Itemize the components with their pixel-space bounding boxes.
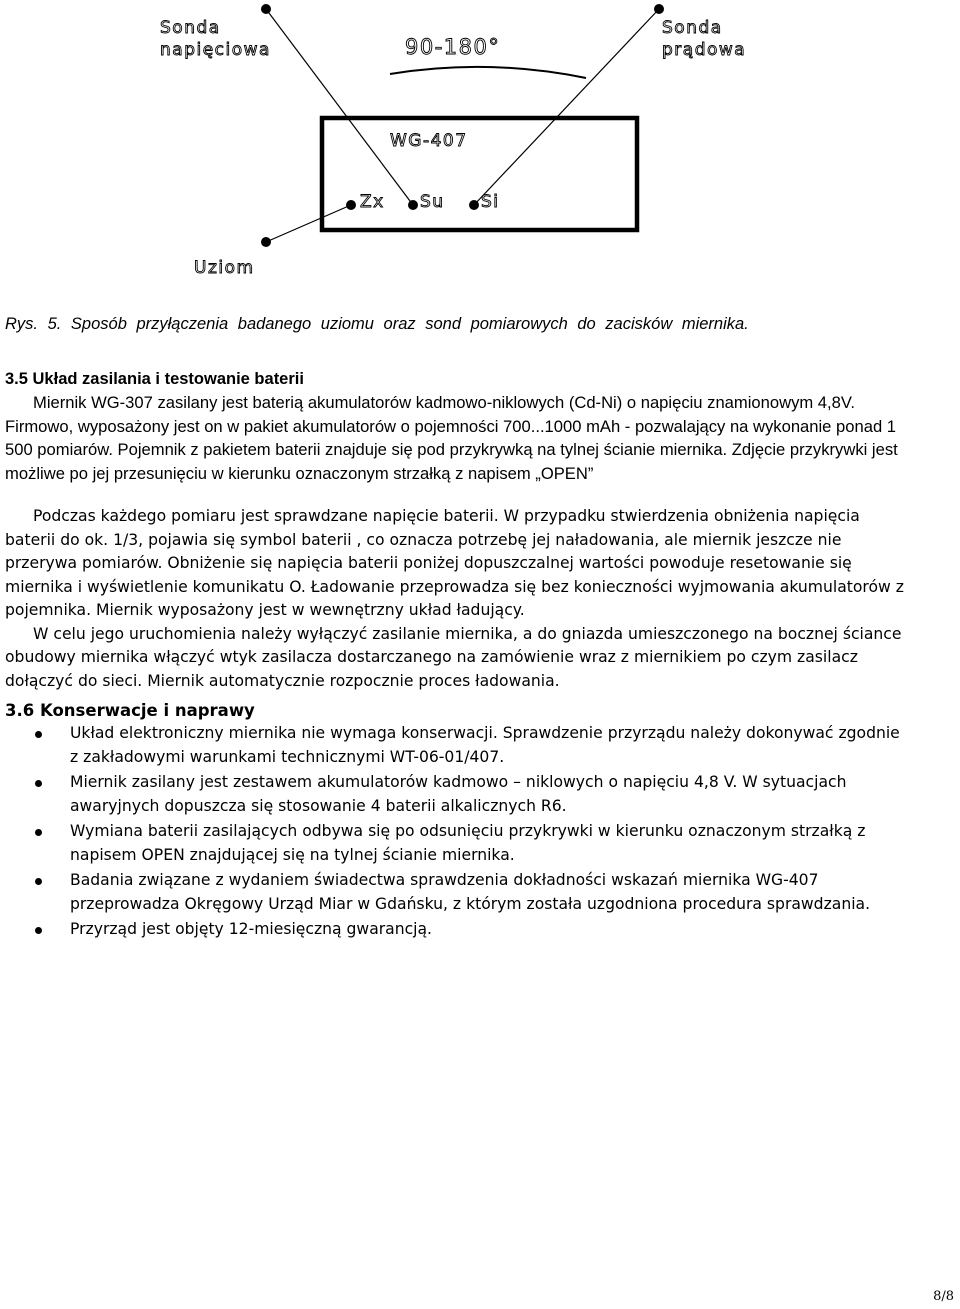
ground-lead: [266, 205, 351, 242]
terminal-su-dot: [408, 200, 418, 210]
list-item: [5, 869, 910, 916]
list-item-text: Układ elektroniczny miernika nie wymaga konserwacji. Sprawdzenie przyrządu należy dokonywać zgodnie z zakładowymi warunkami technicznymi WT-06-01/407.: [70, 724, 900, 766]
main-content: [5, 368, 910, 944]
list-item-text: Przyrząd jest objęty 12-miesięczną gwarancją.: [70, 920, 433, 938]
list-item: [5, 722, 910, 769]
current-probe-label-2: prądowa: [662, 40, 747, 60]
list-item: [5, 820, 910, 867]
terminal-su-label: Su: [420, 192, 445, 212]
list-item-text: Wymiana baterii zasilających odbywa się po odsunięciu przykrywki w kierunku oznaczonym strzałką z napisem OPEN znajdującej się na tylnej ścianie miernika.: [70, 822, 866, 864]
current-probe-label-1: Sonda: [662, 18, 723, 38]
list-item-text: Badania związane z wydaniem świadectwa sprawdzenia dokładności wskazań miernika WG-407 przeprowadza Okręgowy Urząd Miar w Gdańsku, z którym została uzgodniona procedura sprawdzania.: [70, 871, 871, 913]
list-item: [5, 918, 910, 942]
bullet-icon: [35, 780, 42, 787]
voltage-probe-label-1: Sonda: [160, 18, 221, 38]
voltage-probe-lead: [266, 9, 413, 205]
ground-dot: [261, 237, 271, 247]
section-3-5-paragraph-2: Podczas każdego pomiaru jest sprawdzane napięcie baterii. W przypadku stwierdzenia obniżenia napięcia baterii do ok. 1/3, pojawia się symbol baterii , co oznacza potrzebę jej naładowania, ale miernik jeszcze nie przerywa pomiarów. Obniżenie się napięcia baterii poniżej dopuszczalnej wartości powoduje resetowanie się miernika i wyświetlenie komunikatu O. Ładowanie przeprowadza się bez konieczności wyjmowania akumulatorów z pojemnika. Miernik wyposażony jest w wewnętrzny układ ładujący.: [5, 507, 904, 619]
list-item-text: Miernik zasilany jest zestawem akumulatorów kadmowo – niklowych o napięciu 4,8 V. W sytuacjach awaryjnych dopuszcza się stosowanie 4 baterii alkalicznych R6.: [70, 773, 847, 815]
page-number: 8/8: [933, 1289, 954, 1304]
bullet-icon: [35, 829, 42, 836]
list-item: [5, 771, 910, 818]
current-probe-dot: [654, 4, 664, 14]
angle-arc: [390, 67, 586, 78]
terminal-zx-dot: [346, 200, 356, 210]
section-3-5-paragraph-1: Miernik WG-307 zasilany jest baterią akumulatorów kadmowo-niklowych (Cd-Ni) o napięciu znamionowym 4,8V. Firmowo, wyposażony jest on w pakiet akumulatorów o pojemności 700...1000 mAh - pozwalający na wykonanie ponad 1 500 pomiarów. Pojemnik z pakietem baterii znajduje się pod przykrywką na tylnej ścianie miernika. Zdjęcie przykrywki jest możliwe po jej przesunięciu w kierunku oznaczonym strzałką z napisem „OPEN”: [5, 393, 898, 483]
current-probe-lead: [474, 9, 659, 205]
maintenance-list: [5, 722, 910, 942]
terminal-si-label: Si: [481, 192, 500, 212]
angle-label: 90-180°: [405, 35, 501, 59]
terminal-si-dot: [469, 200, 479, 210]
device-label: WG-407: [390, 131, 468, 151]
bullet-icon: [35, 731, 42, 738]
bullet-icon: [35, 927, 42, 934]
ground-label: Uziom: [194, 258, 255, 278]
section-3-5-heading: 3.5 Układ zasilania i testowanie baterii: [5, 370, 304, 388]
section-3-5-paragraph-3: W celu jego uruchomienia należy wyłączyć zasilanie miernika, a do gniazda umieszczonego na bocznej ściance obudowy miernika włączyć wtyk zasilacza dostarczanego na zamówienie wraz z miernikiem po czym zasilacz dołączyć do sieci. Miernik automatycznie rozpocznie proces ładowania.: [5, 624, 902, 690]
voltage-probe-dot: [261, 4, 271, 14]
device-box: [322, 118, 637, 230]
bullet-icon: [35, 878, 42, 885]
connection-diagram: [0, 0, 960, 300]
voltage-probe-label-2: napięciowa: [160, 40, 271, 60]
terminal-zx-label: Zx: [360, 192, 385, 212]
section-3-6-heading: 3.6 Konserwacje i naprawy: [5, 701, 255, 720]
figure-caption: Rys. 5. Sposób przyłączenia badanego uziomu oraz sond pomiarowych do zacisków miernika.: [5, 315, 749, 333]
